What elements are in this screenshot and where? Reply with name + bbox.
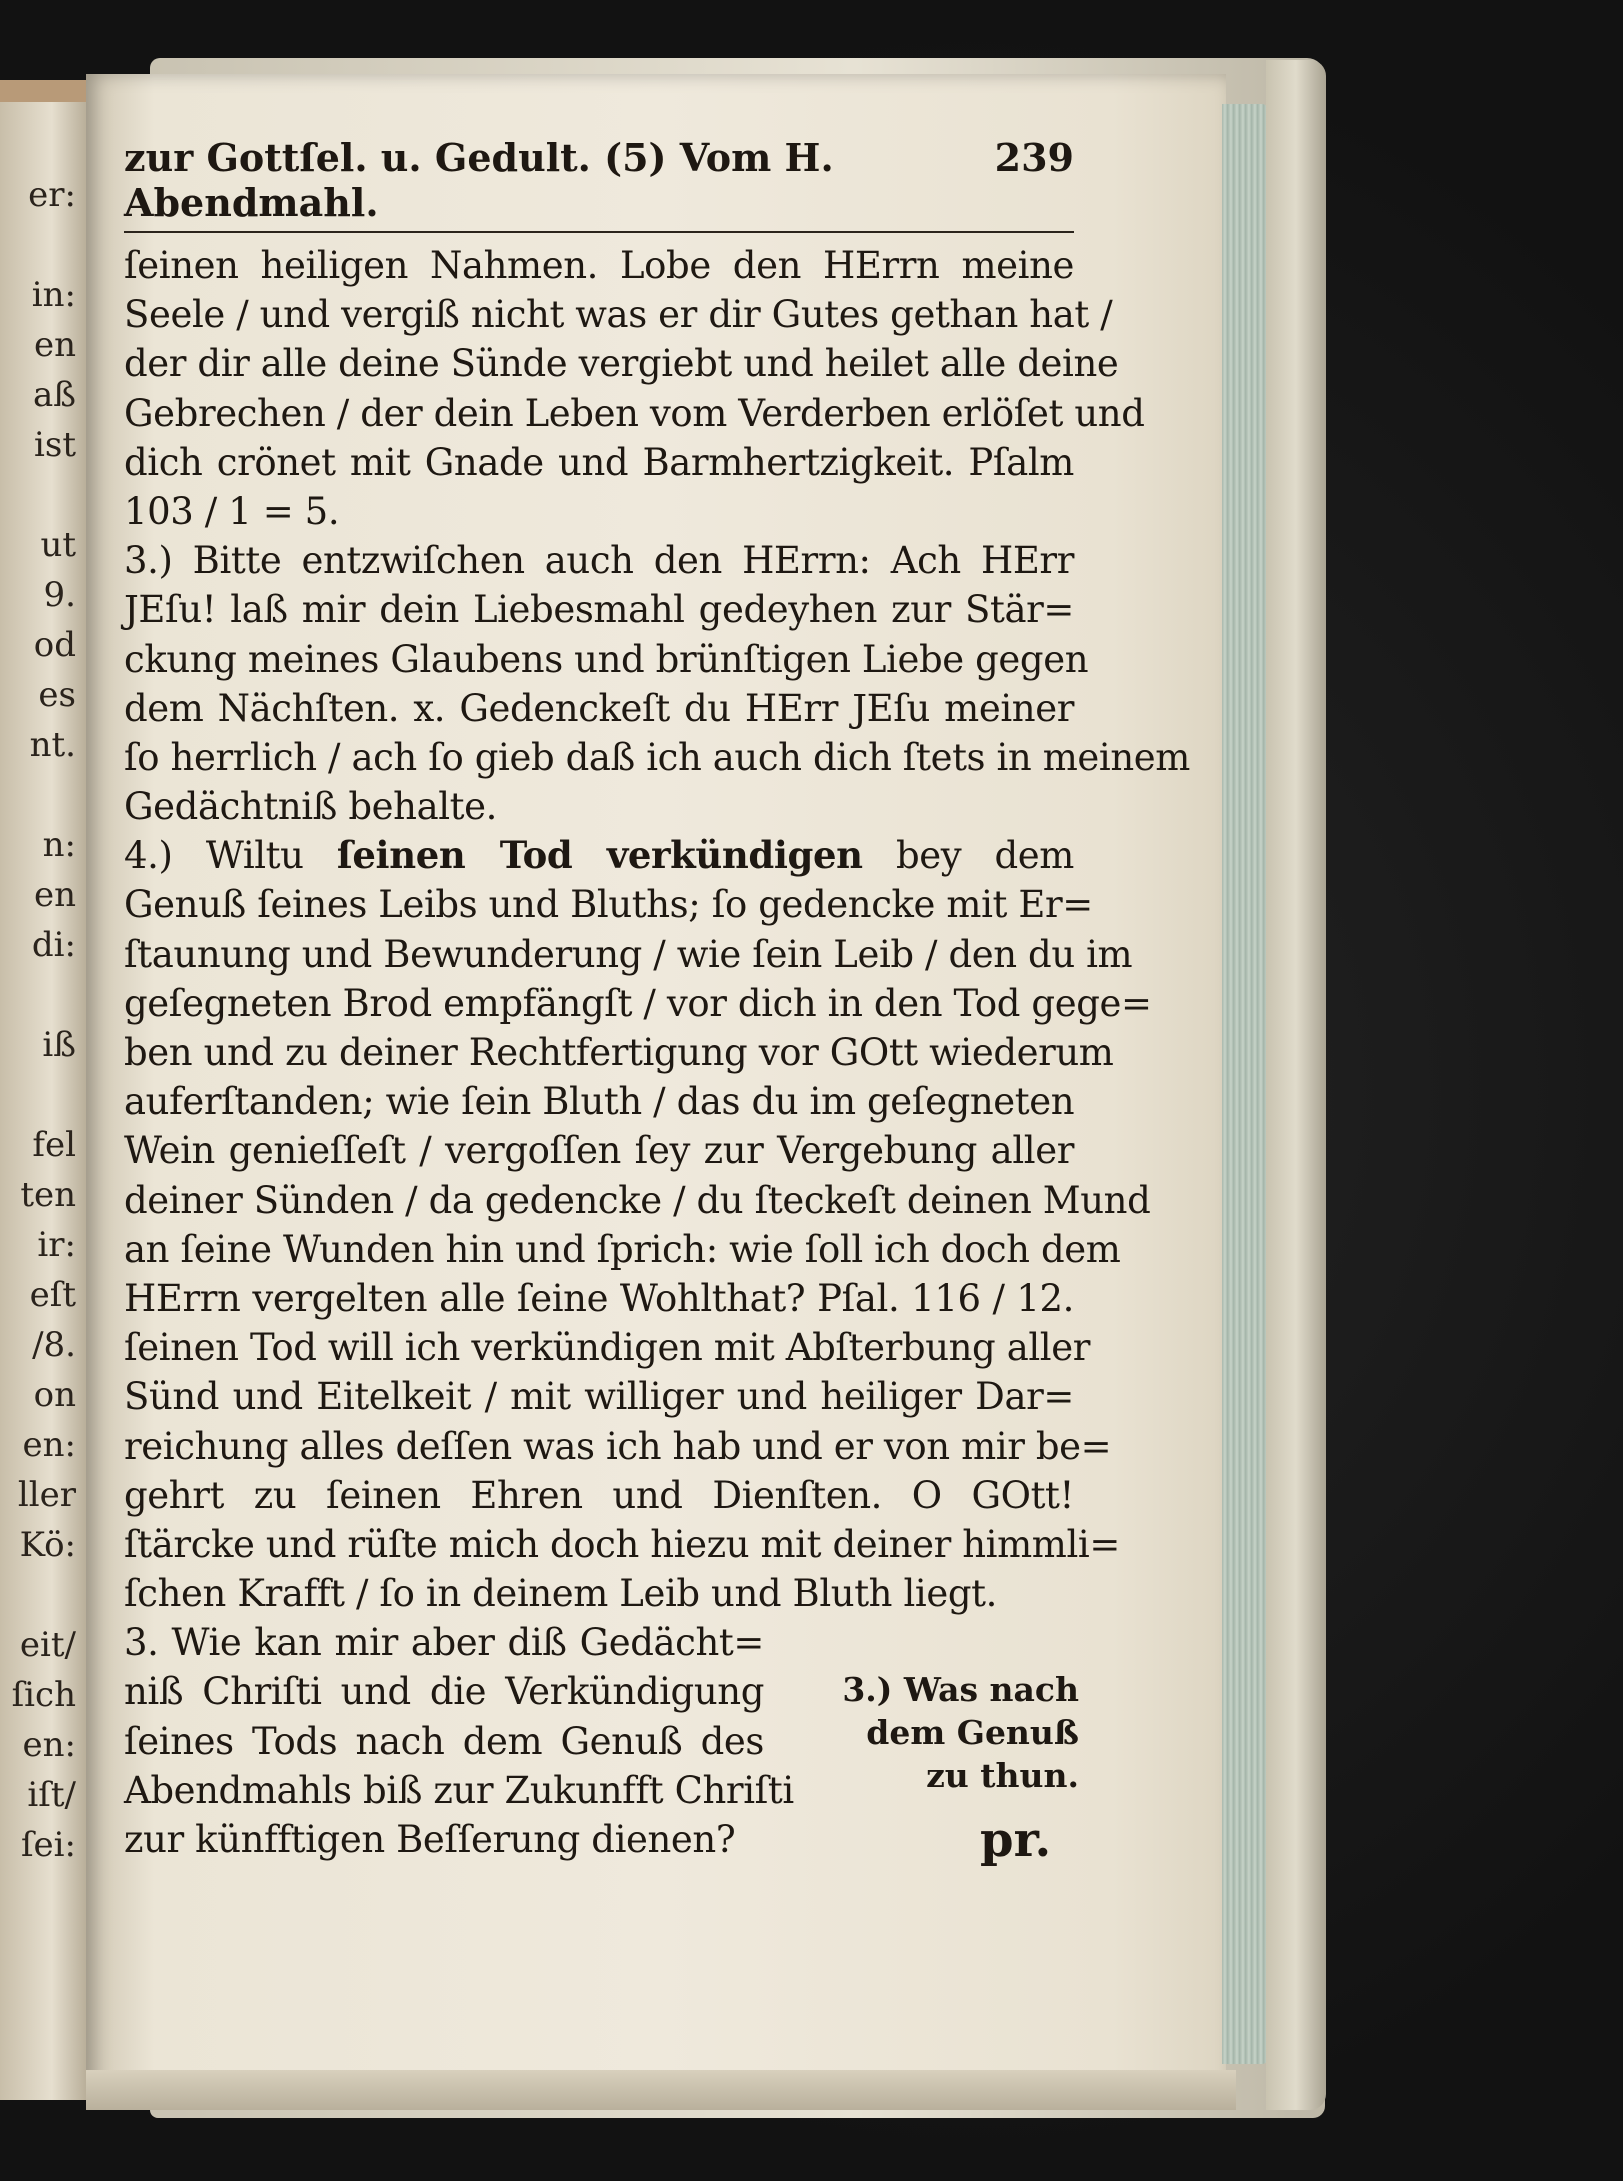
running-header bbox=[124, 135, 1074, 233]
text-line: dem Nächſten. x. Gedenckeſt du HErr JEſu meiner bbox=[124, 686, 1074, 730]
left-page-fragment: es bbox=[38, 675, 76, 715]
left-page-fragment: iſt/ bbox=[27, 1775, 76, 1815]
left-page-fragment: nt. bbox=[29, 725, 76, 765]
text-line: auferſtanden; wie ſein Bluth / das du im geſegneten bbox=[124, 1080, 1075, 1124]
left-page-fragment bbox=[0, 1070, 80, 1120]
left-page-fragment: Kö: bbox=[19, 1525, 76, 1565]
left-page-fragment: od bbox=[33, 625, 76, 665]
left-page-fragment bbox=[0, 1570, 80, 1620]
text-line: ſchen Krafft / ſo in deinem Leib und Bluth liegt. bbox=[124, 1572, 997, 1616]
question-line: 3. Wie kan mir aber diß Gedächt= bbox=[124, 1621, 764, 1665]
para4-suffix: bey dem bbox=[862, 834, 1074, 878]
text-line: ſeinen Tod will ich verkündigen mit Abſterbung aller bbox=[124, 1326, 1091, 1370]
text-line: Seele / und vergiß nicht was er dir Gutes gethan hat / bbox=[124, 293, 1113, 337]
question-line: zur künfftigen Beſſerung dienen? bbox=[124, 1818, 736, 1861]
left-page-fragment: ſich bbox=[11, 1675, 76, 1715]
left-page-fragment: n: bbox=[42, 825, 76, 865]
margin-note: 3.) Was nach dem Genuß zu thun. bbox=[842, 1670, 1079, 1796]
question-line: niß Chriſti und die Verkündigung bbox=[124, 1670, 764, 1714]
left-page-fragment bbox=[0, 470, 80, 520]
text-line: reichung alles deſſen was ich hab und er von mir be= bbox=[124, 1424, 1112, 1468]
left-page-fragment: ir: bbox=[37, 1225, 76, 1265]
page-fore-edge bbox=[1222, 104, 1268, 2064]
text-line: gehrt zu ſeinen Ehren und Dienſten. O GOtt! bbox=[124, 1473, 1074, 1517]
left-page-fragment: iß bbox=[42, 1025, 76, 1065]
left-page-fragment bbox=[0, 220, 80, 270]
left-page-fragment: en: bbox=[22, 1425, 76, 1465]
text-line: ſeinen heiligen Nahmen. Lobe den HErrn meine bbox=[124, 244, 1074, 287]
left-page-fragment: ist bbox=[34, 425, 76, 465]
text-line: ſtaunung und Bewunderung / wie ſein Leib / den du im bbox=[124, 932, 1133, 976]
left-page-fragment: ten bbox=[20, 1175, 76, 1215]
text-line: JEſu! laß mir dein Liebesmahl gedeyhen zur Stär= bbox=[124, 588, 1074, 632]
question-block bbox=[124, 1618, 1079, 1864]
left-page-fragment: en: bbox=[22, 1725, 76, 1765]
left-page-fragment: /8. bbox=[32, 1325, 76, 1365]
page-content bbox=[124, 135, 1190, 1864]
text-line: HErrn vergelten alle ſeine Wohlthat? Pſal. 116 / 12. bbox=[124, 1276, 1074, 1320]
left-page-fragment: ller bbox=[17, 1475, 76, 1515]
text-line: Wein genieſſeſt / vergoſſen ſey zur Vergebung aller bbox=[124, 1129, 1074, 1173]
text-line: 3.) Bitte entzwiſchen auch den HErrn: Ach HErr bbox=[124, 539, 1074, 583]
text-line: deiner Sünden / da gedencke / du ſteckeſt deinen Mund bbox=[124, 1178, 1151, 1222]
text-block-2 bbox=[124, 880, 1152, 1618]
running-title: zur Gottſel. u. Gedult. (5) Vom H. Abendmahl. bbox=[124, 135, 834, 225]
text-line: ſtärcke und rüſte mich doch hiezu mit deiner himmli= bbox=[124, 1522, 1120, 1566]
left-page-text bbox=[0, 170, 80, 1870]
left-page-fragment: fel bbox=[32, 1125, 76, 1165]
text-line: Gebrechen / der dein Leben vom Verderben erlöſet und bbox=[124, 391, 1145, 435]
left-page-fragment: ſei: bbox=[20, 1825, 76, 1865]
left-page-fragment bbox=[0, 970, 80, 1020]
text-line: ben und zu deiner Rechtfertigung vor GOtt wiederum bbox=[124, 1031, 1114, 1074]
text-line: an ſeine Wunden hin und ſprich: wie ſoll ich doch dem bbox=[124, 1227, 1121, 1271]
text-line: dich crönet mit Gnade und Barmhertzigkeit. Pſalm bbox=[124, 440, 1074, 484]
text-line: Gedächtniß behalte. bbox=[124, 785, 497, 829]
left-page-fragment: ut bbox=[40, 525, 76, 565]
text-line: 103 / 1 = 5. bbox=[124, 489, 340, 533]
text-line: geſegneten Brod empfängſt / vor dich in den Tod gege= bbox=[124, 981, 1152, 1025]
left-page-fragment: aß bbox=[33, 375, 76, 415]
paragraph-4-first-line bbox=[124, 831, 1074, 880]
page-number: 239 bbox=[994, 135, 1074, 180]
para4-bold-text: ſeinen Tod verkündigen bbox=[336, 833, 863, 878]
left-page-fragment: di: bbox=[31, 925, 76, 965]
left-page-fragment: eit/ bbox=[19, 1625, 76, 1665]
text-line: Sünd und Eitelkeit / mit williger und heiliger Dar= bbox=[124, 1375, 1074, 1419]
question-line: ſeines Tods nach dem Genuß des bbox=[124, 1719, 764, 1763]
text-line: der dir alle deine Sünde vergiebt und heilet alle deine bbox=[124, 342, 1119, 386]
left-page-fragment: 9. bbox=[43, 575, 76, 615]
text-line: Genuß ſeines Leibs und Bluths; ſo gedencke mit Er= bbox=[124, 883, 1093, 927]
left-page-fragment: en bbox=[33, 325, 76, 365]
left-page-fragment: on bbox=[33, 1375, 76, 1415]
left-page-fragment: in: bbox=[31, 275, 76, 315]
binding-edge bbox=[0, 80, 86, 102]
text-line: ckung meines Glaubens und brünſtigen Liebe gegen bbox=[124, 637, 1089, 681]
left-page-fragment: en bbox=[33, 875, 76, 915]
left-page-fragment bbox=[0, 770, 80, 820]
page-bottom-edge bbox=[86, 2070, 1236, 2110]
question-line: Abendmahls biß zur Zukunfft Chriſti bbox=[124, 1768, 794, 1812]
cover-board-edge bbox=[1266, 60, 1326, 2110]
text-line: ſo herrlich / ach ſo gieb daß ich auch dich ſtets in meinem bbox=[124, 735, 1190, 779]
left-page-fragment: eſt bbox=[29, 1275, 76, 1315]
catchword: pr. bbox=[980, 1812, 1052, 1868]
para4-prefix: 4.) Wiltu bbox=[124, 834, 337, 878]
text-block-1 bbox=[124, 241, 1190, 831]
left-page-fragment: er: bbox=[28, 175, 76, 215]
left-page bbox=[0, 80, 86, 2100]
